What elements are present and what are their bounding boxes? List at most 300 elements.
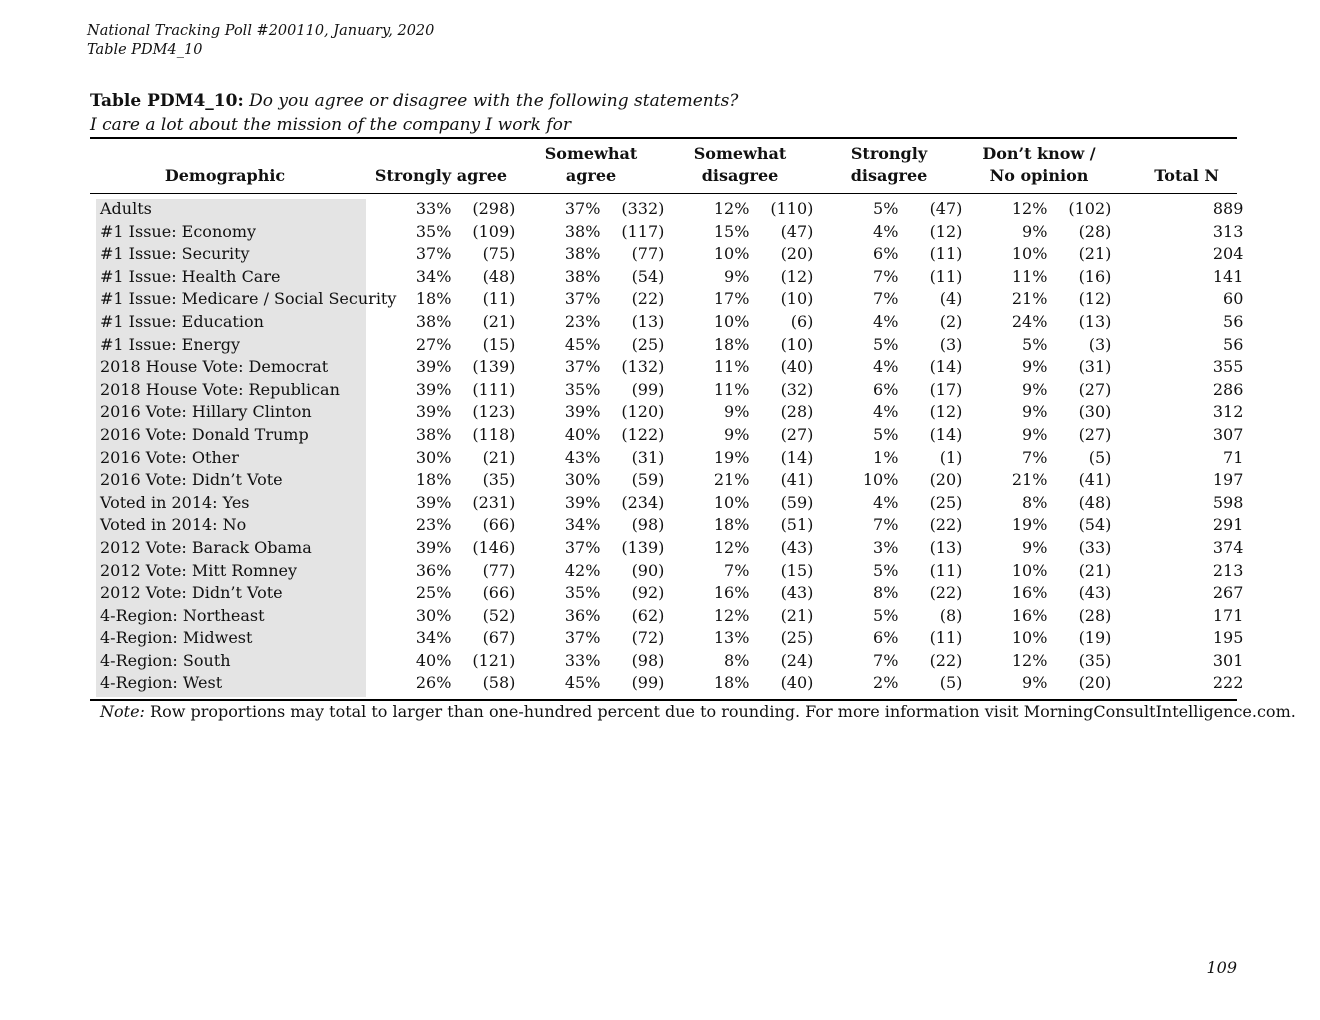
- cell-percent: 17%: [713, 289, 750, 309]
- cell-count: (132): [621, 357, 665, 377]
- cell-percent: 8%: [1022, 492, 1048, 512]
- cell-percent: 9%: [1022, 357, 1048, 377]
- table-title: [90, 89, 1240, 137]
- cell-percent: 9%: [724, 266, 750, 286]
- cell-percent: 9%: [724, 402, 750, 422]
- cell-percent: 35%: [564, 583, 601, 603]
- cell-percent: 10%: [862, 470, 899, 490]
- cell-percent: 10%: [713, 244, 750, 264]
- cell-count: (58): [482, 673, 516, 693]
- row-demographic: #1 Issue: Energy: [100, 334, 241, 354]
- table-row: [90, 198, 1243, 221]
- cell-count: (66): [482, 583, 516, 603]
- cell-percent: 34%: [564, 515, 601, 535]
- cell-count: (11): [929, 244, 963, 264]
- cell-percent: 35%: [415, 221, 452, 241]
- table-row: [90, 672, 1243, 695]
- cell-total-n: 141: [1212, 266, 1244, 286]
- cell-count: (28): [1078, 605, 1112, 625]
- cell-percent: 39%: [564, 402, 601, 422]
- footnote-label: Note:: [100, 702, 145, 721]
- cell-percent: 6%: [873, 379, 899, 399]
- cell-count: (27): [1078, 379, 1112, 399]
- cell-count: (41): [1078, 470, 1112, 490]
- cell-count: (123): [472, 402, 516, 422]
- cell-total-n: 60: [1223, 289, 1244, 309]
- cell-percent: 7%: [873, 289, 899, 309]
- cell-percent: 10%: [1011, 560, 1048, 580]
- row-demographic: #1 Issue: Economy: [100, 221, 257, 241]
- cell-percent: 37%: [564, 199, 601, 218]
- row-demographic: #1 Issue: Medicare / Social Security: [100, 289, 397, 309]
- cell-percent: 24%: [1011, 311, 1048, 331]
- table-row: [90, 650, 1243, 673]
- cell-total-n: 267: [1212, 583, 1244, 603]
- cell-percent: 11%: [713, 357, 750, 377]
- cell-count: (139): [472, 357, 516, 377]
- col-head-somewhat-disagree-l1: Somewhat: [693, 144, 787, 163]
- cell-count: (72): [631, 628, 665, 648]
- cell-count: (13): [1078, 311, 1112, 331]
- cell-percent: 39%: [564, 492, 601, 512]
- row-demographic: Voted in 2014: No: [100, 515, 247, 535]
- cell-count: (59): [631, 470, 665, 490]
- cell-percent: 30%: [564, 470, 601, 490]
- cell-count: (41): [780, 470, 814, 490]
- cell-percent: 7%: [873, 650, 899, 670]
- table-row: [90, 469, 1243, 492]
- cell-count: (332): [621, 199, 665, 218]
- cell-count: (25): [631, 334, 665, 354]
- col-head-demographic: Demographic: [164, 166, 286, 185]
- cell-percent: 21%: [1011, 470, 1048, 490]
- col-head-total-n: Total N: [1154, 166, 1219, 185]
- cell-count: (20): [1078, 673, 1112, 693]
- cell-percent: 18%: [713, 334, 750, 354]
- cell-total-n: 889: [1212, 199, 1244, 218]
- table-row: [90, 627, 1243, 650]
- cell-percent: 18%: [415, 470, 452, 490]
- cell-count: (43): [780, 537, 814, 557]
- cell-count: (98): [631, 515, 665, 535]
- cell-percent: 21%: [713, 470, 750, 490]
- cell-count: (75): [482, 244, 516, 264]
- row-demographic: #1 Issue: Education: [100, 311, 264, 331]
- row-demographic: 4-Region: South: [100, 650, 231, 670]
- table-row: [90, 288, 1243, 311]
- cell-count: (122): [621, 424, 665, 444]
- col-head-somewhat-agree-l1: Somewhat: [544, 144, 638, 163]
- cell-total-n: 313: [1212, 221, 1244, 241]
- cell-total-n: 204: [1212, 244, 1244, 264]
- cell-count: (43): [780, 583, 814, 603]
- cell-percent: 38%: [564, 221, 601, 241]
- cell-percent: 39%: [415, 492, 452, 512]
- table-row: [90, 492, 1243, 515]
- cell-count: (12): [929, 221, 963, 241]
- cell-count: (10): [780, 289, 814, 309]
- cell-count: (21): [482, 311, 516, 331]
- col-head-dont-know: [965, 143, 1113, 187]
- cell-percent: 5%: [873, 334, 899, 354]
- cell-percent: 33%: [415, 199, 452, 218]
- cell-percent: 36%: [415, 560, 452, 580]
- cell-percent: 5%: [873, 199, 899, 218]
- row-demographic: 2018 House Vote: Democrat: [100, 357, 329, 377]
- cell-percent: 33%: [564, 650, 601, 670]
- cell-percent: 37%: [564, 537, 601, 557]
- cell-percent: 30%: [415, 605, 452, 625]
- cell-total-n: 56: [1223, 311, 1244, 331]
- cell-percent: 4%: [873, 311, 899, 331]
- cell-percent: 7%: [724, 560, 750, 580]
- cell-count: (5): [1088, 447, 1112, 467]
- table-id: Table PDM4_10: [87, 42, 203, 58]
- cell-percent: 40%: [564, 424, 601, 444]
- table-row: [90, 266, 1243, 289]
- table-row: [90, 560, 1243, 583]
- cell-percent: 1%: [873, 447, 899, 467]
- cell-count: (121): [472, 650, 516, 670]
- cell-count: (6): [790, 311, 814, 331]
- cell-percent: 10%: [713, 492, 750, 512]
- cell-percent: 8%: [873, 583, 899, 603]
- cell-percent: 36%: [564, 605, 601, 625]
- table-row: [90, 537, 1243, 560]
- cell-count: (4): [939, 289, 963, 309]
- col-head-somewhat-agree: [520, 143, 662, 187]
- row-demographic: 2012 Vote: Mitt Romney: [100, 560, 298, 580]
- title-label: Table PDM4_10:: [90, 91, 244, 111]
- cell-total-n: 197: [1212, 470, 1244, 490]
- cell-count: (62): [631, 605, 665, 625]
- cell-count: (21): [482, 447, 516, 467]
- table-row: [90, 311, 1243, 334]
- cell-count: (25): [780, 628, 814, 648]
- cell-count: (25): [929, 492, 963, 512]
- cell-percent: 38%: [415, 424, 452, 444]
- table-row: [90, 243, 1243, 266]
- col-head-somewhat-disagree-l2: disagree: [701, 166, 779, 185]
- cell-count: (48): [482, 266, 516, 286]
- cell-count: (110): [770, 199, 814, 218]
- cell-count: (120): [621, 402, 665, 422]
- cell-count: (27): [1078, 424, 1112, 444]
- cell-count: (139): [621, 537, 665, 557]
- col-head-strongly-disagree-l2: disagree: [850, 166, 928, 185]
- page-number: 109: [1206, 958, 1237, 977]
- cell-percent: 4%: [873, 221, 899, 241]
- cell-total-n: 374: [1212, 537, 1244, 557]
- cell-count: (117): [621, 221, 665, 241]
- cell-percent: 18%: [415, 289, 452, 309]
- cell-percent: 39%: [415, 379, 452, 399]
- cell-count: (118): [472, 424, 516, 444]
- title-question: Do you agree or disagree with the following statements?: [249, 91, 739, 111]
- cell-percent: 37%: [564, 289, 601, 309]
- cell-count: (15): [482, 334, 516, 354]
- cell-percent: 4%: [873, 492, 899, 512]
- cell-percent: 37%: [564, 628, 601, 648]
- table-row: [90, 582, 1243, 605]
- row-demographic: 2016 Vote: Didn’t Vote: [100, 470, 283, 490]
- cell-count: (51): [780, 515, 814, 535]
- cell-count: (11): [929, 560, 963, 580]
- cell-count: (298): [472, 199, 516, 218]
- table-row: [90, 514, 1243, 537]
- cell-count: (21): [780, 605, 814, 625]
- cell-count: (31): [1078, 357, 1112, 377]
- cell-count: (11): [929, 628, 963, 648]
- header-rule: [90, 193, 1237, 194]
- cell-percent: 12%: [713, 537, 750, 557]
- cell-percent: 26%: [415, 673, 452, 693]
- cell-count: (48): [1078, 492, 1112, 512]
- cell-total-n: 307: [1212, 424, 1244, 444]
- cell-percent: 5%: [873, 605, 899, 625]
- cell-percent: 7%: [873, 266, 899, 286]
- cell-count: (28): [1078, 221, 1112, 241]
- cell-count: (67): [482, 628, 516, 648]
- cell-count: (111): [472, 379, 516, 399]
- cell-percent: 10%: [1011, 244, 1048, 264]
- cell-percent: 2%: [873, 673, 899, 693]
- cell-count: (30): [1078, 402, 1112, 422]
- results-table: [90, 198, 1243, 695]
- col-head-strongly-disagree: [818, 143, 960, 187]
- cell-percent: 5%: [873, 424, 899, 444]
- cell-count: (22): [929, 583, 963, 603]
- cell-count: (31): [631, 447, 665, 467]
- cell-percent: 6%: [873, 244, 899, 264]
- cell-total-n: 171: [1212, 605, 1244, 625]
- cell-percent: 6%: [873, 628, 899, 648]
- cell-count: (102): [1068, 199, 1112, 218]
- cell-count: (28): [780, 402, 814, 422]
- cell-count: (109): [472, 221, 516, 241]
- cell-percent: 39%: [415, 537, 452, 557]
- cell-percent: 21%: [1011, 289, 1048, 309]
- cell-count: (14): [929, 357, 963, 377]
- cell-count: (11): [929, 266, 963, 286]
- cell-percent: 45%: [564, 334, 601, 354]
- cell-count: (11): [482, 289, 516, 309]
- cell-count: (52): [482, 605, 516, 625]
- cell-count: (12): [1078, 289, 1112, 309]
- cell-count: (35): [482, 470, 516, 490]
- cell-percent: 10%: [1011, 628, 1048, 648]
- cell-count: (47): [780, 221, 814, 241]
- cell-count: (3): [1088, 334, 1112, 354]
- cell-count: (12): [780, 266, 814, 286]
- cell-percent: 30%: [415, 447, 452, 467]
- cell-percent: 19%: [713, 447, 750, 467]
- cell-percent: 37%: [564, 357, 601, 377]
- cell-percent: 12%: [713, 605, 750, 625]
- cell-percent: 9%: [1022, 673, 1048, 693]
- cell-count: (146): [472, 537, 516, 557]
- cell-percent: 12%: [1011, 650, 1048, 670]
- cell-percent: 39%: [415, 357, 452, 377]
- cell-percent: 9%: [1022, 537, 1048, 557]
- cell-percent: 4%: [873, 357, 899, 377]
- cell-count: (90): [631, 560, 665, 580]
- cell-percent: 38%: [564, 244, 601, 264]
- cell-count: (24): [780, 650, 814, 670]
- cell-percent: 16%: [713, 583, 750, 603]
- cell-count: (13): [631, 311, 665, 331]
- cell-total-n: 71: [1223, 447, 1244, 467]
- cell-percent: 4%: [873, 402, 899, 422]
- cell-count: (21): [1078, 244, 1112, 264]
- cell-percent: 9%: [1022, 402, 1048, 422]
- cell-percent: 43%: [564, 447, 601, 467]
- cell-count: (21): [1078, 560, 1112, 580]
- table-row: [90, 401, 1243, 424]
- cell-percent: 23%: [415, 515, 452, 535]
- cell-count: (59): [780, 492, 814, 512]
- cell-percent: 12%: [1011, 199, 1048, 218]
- table-row: [90, 447, 1243, 470]
- cell-count: (20): [929, 470, 963, 490]
- cell-percent: 5%: [873, 560, 899, 580]
- col-head-strongly-agree: Strongly agree: [374, 166, 508, 185]
- cell-count: (234): [621, 492, 665, 512]
- title-statement: I care a lot about the mission of the company I work for: [90, 115, 571, 135]
- cell-percent: 7%: [1022, 447, 1048, 467]
- cell-count: (231): [472, 492, 516, 512]
- cell-count: (99): [631, 379, 665, 399]
- table-row: [90, 221, 1243, 244]
- cell-percent: 19%: [1011, 515, 1048, 535]
- top-rule: [90, 137, 1237, 139]
- cell-total-n: 312: [1212, 402, 1244, 422]
- cell-percent: 11%: [713, 379, 750, 399]
- cell-total-n: 291: [1212, 515, 1244, 535]
- cell-percent: 18%: [713, 673, 750, 693]
- cell-percent: 38%: [564, 266, 601, 286]
- cell-percent: 5%: [1022, 334, 1048, 354]
- cell-percent: 35%: [564, 379, 601, 399]
- row-demographic: Voted in 2014: Yes: [100, 492, 250, 512]
- cell-total-n: 355: [1212, 357, 1244, 377]
- table-row: [90, 379, 1243, 402]
- row-demographic: Adults: [100, 199, 152, 218]
- cell-percent: 8%: [724, 650, 750, 670]
- cell-total-n: 286: [1212, 379, 1244, 399]
- col-head-dont-know-l2: No opinion: [989, 166, 1089, 185]
- cell-percent: 9%: [724, 424, 750, 444]
- cell-count: (32): [780, 379, 814, 399]
- col-head-dont-know-l1: Don’t know /: [982, 144, 1096, 163]
- table-row: [90, 605, 1243, 628]
- poll-name: National Tracking Poll #200110, January, 2020: [87, 23, 435, 39]
- cell-percent: 37%: [415, 244, 452, 264]
- col-head-somewhat-agree-l2: agree: [565, 166, 617, 185]
- cell-count: (27): [780, 424, 814, 444]
- cell-count: (54): [631, 266, 665, 286]
- cell-percent: 34%: [415, 266, 452, 286]
- cell-count: (43): [1078, 583, 1112, 603]
- row-demographic: 2012 Vote: Barack Obama: [100, 537, 312, 557]
- cell-count: (40): [780, 357, 814, 377]
- cell-percent: 15%: [713, 221, 750, 241]
- cell-percent: 7%: [873, 515, 899, 535]
- cell-count: (22): [631, 289, 665, 309]
- cell-count: (13): [929, 537, 963, 557]
- col-head-somewhat-disagree: [669, 143, 811, 187]
- cell-total-n: 213: [1212, 560, 1244, 580]
- cell-count: (3): [939, 334, 963, 354]
- cell-percent: 38%: [415, 311, 452, 331]
- cell-percent: 11%: [1011, 266, 1048, 286]
- cell-count: (54): [1078, 515, 1112, 535]
- cell-count: (92): [631, 583, 665, 603]
- cell-percent: 10%: [713, 311, 750, 331]
- cell-count: (77): [482, 560, 516, 580]
- table-row: [90, 356, 1243, 379]
- cell-count: (98): [631, 650, 665, 670]
- row-demographic: 4-Region: West: [100, 673, 223, 693]
- cell-count: (1): [939, 447, 963, 467]
- cell-total-n: 222: [1212, 673, 1244, 693]
- row-demographic: 2016 Vote: Donald Trump: [100, 424, 309, 444]
- cell-total-n: 195: [1212, 628, 1244, 648]
- cell-percent: 16%: [1011, 583, 1048, 603]
- cell-total-n: 56: [1223, 334, 1244, 354]
- row-demographic: 2016 Vote: Hillary Clinton: [100, 402, 312, 422]
- row-demographic: 2018 House Vote: Republican: [100, 379, 340, 399]
- cell-count: (20): [780, 244, 814, 264]
- cell-count: (47): [929, 199, 963, 218]
- cell-percent: 9%: [1022, 424, 1048, 444]
- cell-percent: 9%: [1022, 221, 1048, 241]
- cell-percent: 9%: [1022, 379, 1048, 399]
- table-row: [90, 334, 1243, 357]
- cell-count: (17): [929, 379, 963, 399]
- cell-percent: 27%: [415, 334, 452, 354]
- cell-count: (19): [1078, 628, 1112, 648]
- cell-count: (35): [1078, 650, 1112, 670]
- cell-percent: 39%: [415, 402, 452, 422]
- cell-count: (16): [1078, 266, 1112, 286]
- row-demographic: 4-Region: Midwest: [100, 628, 253, 648]
- cell-count: (5): [939, 673, 963, 693]
- col-head-strongly-disagree-l1: Strongly: [850, 144, 928, 163]
- cell-count: (77): [631, 244, 665, 264]
- footnote-text: Row proportions may total to larger than one-hundred percent due to rounding. For more information visit MorningConsultIntelligence.com.: [150, 702, 1296, 721]
- row-demographic: 4-Region: Northeast: [100, 605, 265, 625]
- cell-count: (14): [929, 424, 963, 444]
- row-demographic: #1 Issue: Health Care: [100, 266, 281, 286]
- cell-count: (22): [929, 650, 963, 670]
- cell-count: (10): [780, 334, 814, 354]
- cell-count: (2): [939, 311, 963, 331]
- cell-percent: 12%: [713, 199, 750, 218]
- cell-percent: 42%: [564, 560, 601, 580]
- cell-percent: 40%: [415, 650, 452, 670]
- cell-count: (33): [1078, 537, 1112, 557]
- row-demographic: 2016 Vote: Other: [100, 447, 239, 467]
- cell-percent: 23%: [564, 311, 601, 331]
- cell-count: (14): [780, 447, 814, 467]
- cell-percent: 13%: [713, 628, 750, 648]
- cell-count: (66): [482, 515, 516, 535]
- cell-count: (12): [929, 402, 963, 422]
- footnote: [100, 701, 1296, 723]
- cell-percent: 16%: [1011, 605, 1048, 625]
- cell-count: (8): [939, 605, 963, 625]
